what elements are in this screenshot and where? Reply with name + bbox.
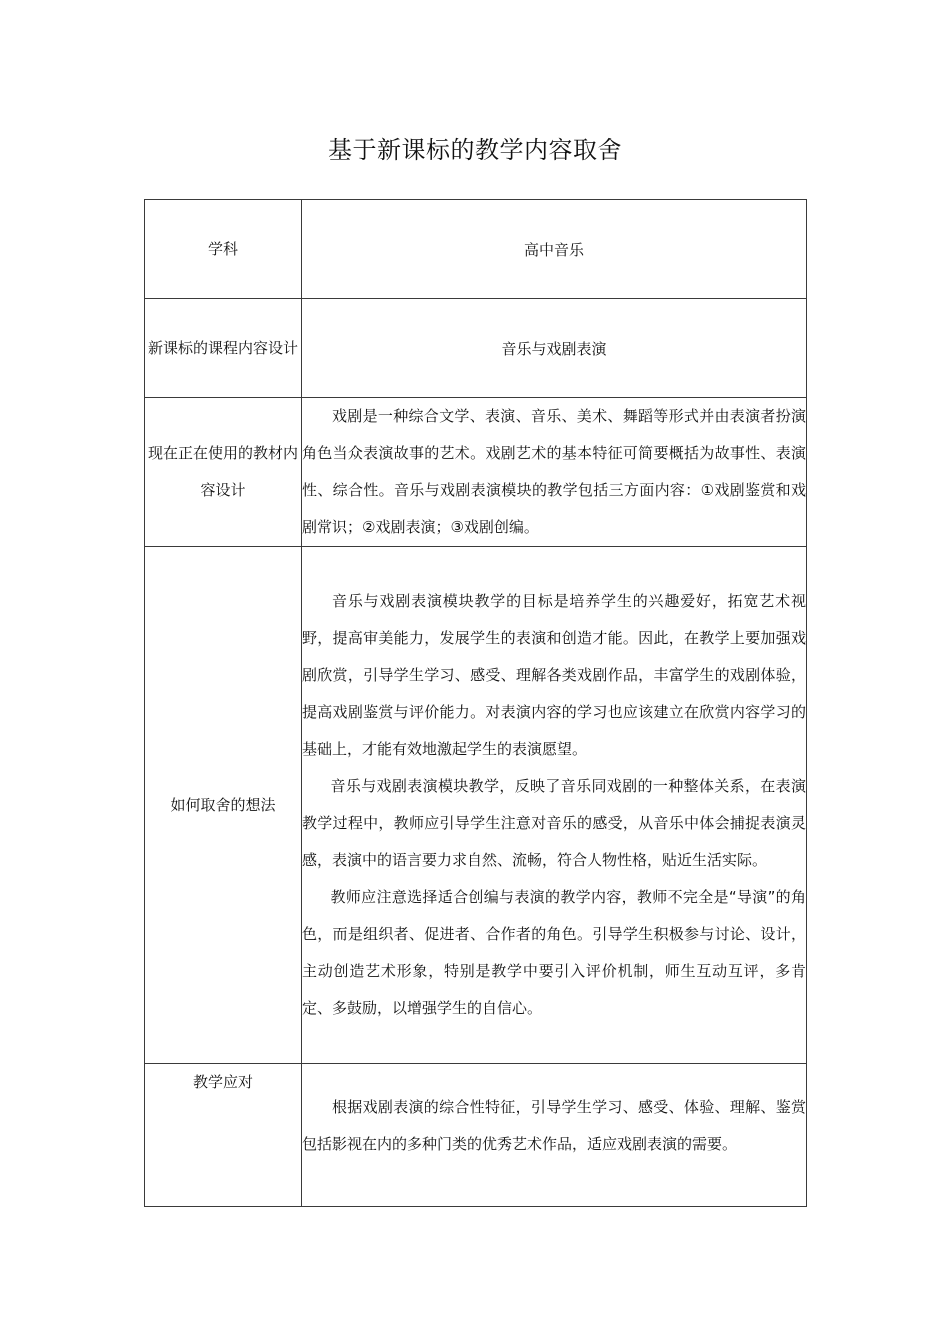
current-materials-value (302, 398, 807, 547)
approach-label: 如何取舍的想法 (145, 547, 302, 1064)
subject-value: 高中音乐 (302, 200, 807, 299)
page-title: 基于新课标的教学内容取舍 (328, 136, 622, 164)
design-label: 新课标的课程内容设计 (145, 299, 302, 398)
subject-label: 学科 (145, 200, 302, 299)
approach-paragraph-1: 音乐与戏剧表演模块教学的目标是培养学生的兴趣爱好，拓宽艺术视野，提高审美能力，发展学生的表演和创造才能。因此，在教学上要加强戏剧欣赏，引导学生学习、感受、理解各类戏剧作品，丰富学生的戏剧体验，提高戏剧鉴赏与评价能力。对表演内容的学习也应该建立在欣赏内容学习的基础上，才能有效地激起学生的表演愿望。 (302, 592, 806, 758)
table-row-approach (145, 547, 807, 1064)
approach-paragraph-2: 音乐与戏剧表演模块教学，反映了音乐同戏剧的一种整体关系，在表演教学过程中，教师应引导学生注意对音乐的感受，从音乐中体会捕捉表演灵感，表演中的语言要力求自然、流畅，符合人物性格，贴近生活实际。 (302, 777, 806, 869)
table-row-subject (145, 200, 807, 299)
response-label: 教学应对 (145, 1064, 302, 1207)
current-materials-paragraph: 戏剧是一种综合文学、表演、音乐、美术、舞蹈等形式并由表演者扮演角色当众表演故事的艺术。戏剧艺术的基本特征可简要概括为故事性、表演性、综合性。音乐与戏剧表演模块的教学包括三方面内容：①戏剧鉴赏和戏剧常识；②戏剧表演；③戏剧创编。 (302, 407, 806, 536)
approach-paragraph-3: 教师应注意选择适合创编与表演的教学内容，教师不完全是“导演”的角色，而是组织者、促进者、合作者的角色。引导学生积极参与讨论、设计，主动创造艺术形象，特别是教学中要引入评价机制，师生互动互评，多肯定、多鼓励，以增强学生的自信心。 (302, 888, 806, 1017)
response-paragraph: 根据戏剧表演的综合性特征，引导学生学习、感受、体验、理解、鉴赏包括影视在内的多种门类的优秀艺术作品，适应戏剧表演的需要。 (302, 1098, 806, 1153)
table-row-current-materials (145, 398, 807, 547)
table-row-design (145, 299, 807, 398)
design-value: 音乐与戏剧表演 (302, 299, 807, 398)
content-selection-table (144, 199, 807, 1207)
response-value (302, 1064, 807, 1207)
table-row-response (145, 1064, 807, 1207)
approach-value (302, 547, 807, 1064)
current-materials-label: 现在正在使用的教材内容设计 (145, 398, 302, 547)
